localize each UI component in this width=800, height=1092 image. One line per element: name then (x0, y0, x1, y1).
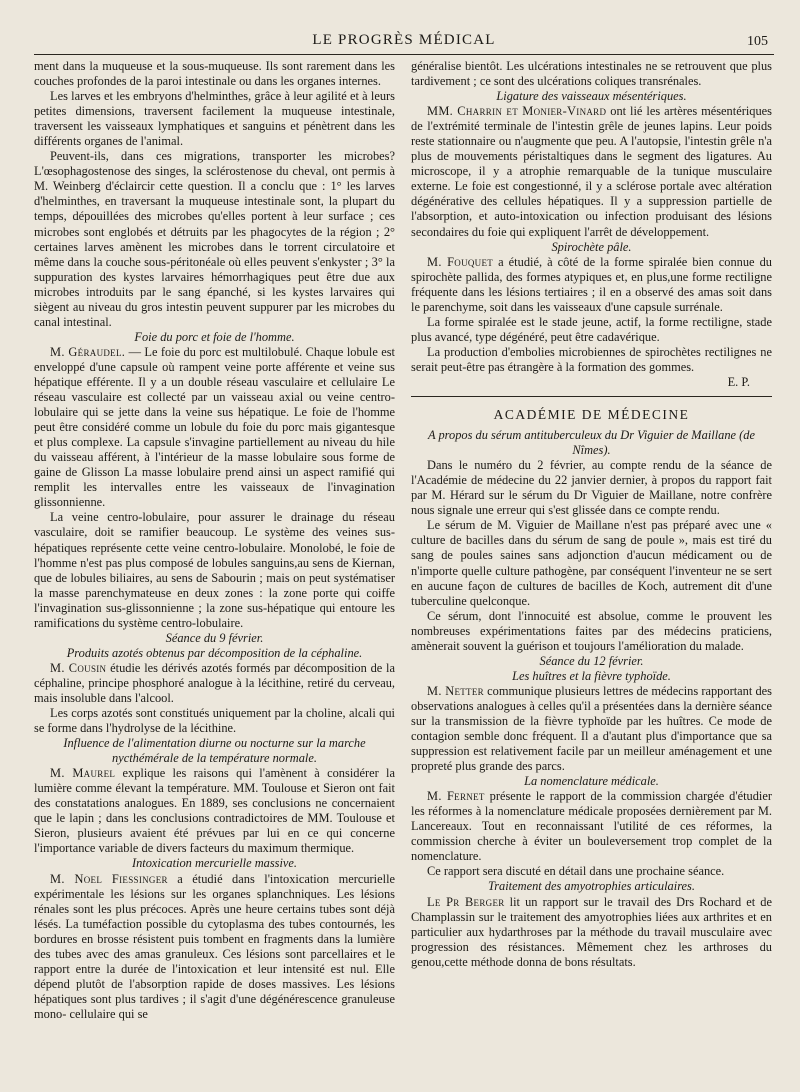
paragraph: La production d'embolies microbiennes de spirochètes rectilignes ne serait peut-être pas étrangère à la formation des gommes. (411, 344, 772, 374)
journal-title: LE PROGRÈS MÉDICAL (312, 32, 496, 48)
author-name: M. Fernet (427, 789, 485, 804)
author-name: Le Pr Berger (427, 894, 505, 909)
subsection-heading: La nomenclature médicale. (524, 774, 659, 789)
paragraph: La veine centro-lobulaire, pour assurer le drainage du réseau vasculaire, doit se ramifier beaucoup. Le système des veines sus-hépatiques représente cette veine centro-lobulaire. Monolobé, le foie de l'homme n'est pas plus composé de lobules sanguins,au sens de Kiernan, que de lobules biliaires, au sens de Sabourin ; mais on peut systématiser la masse parenchymateuse en deux zones : la zone porte qui coiffe l'invagination sus-glissonnienne ; la zone sus-hépatique qui entoure les ramifications du système centro-lobulaire. (34, 510, 395, 630)
author-name: M. Netter (427, 683, 484, 698)
subsection-heading: Spirochète pâle. (551, 239, 632, 254)
paragraph: généralise bientôt. Les ulcérations intestinales ne se retrouvent que plus tardivement ; ce sont des ulcérations coliques transrénales. (411, 59, 772, 89)
section-title: ACADÉMIE DE MÉDECINE (493, 407, 690, 423)
author-signature: E. P. (727, 374, 750, 389)
paragraph (34, 872, 395, 1022)
paragraph (411, 895, 772, 970)
paragraph: Dans le numéro du 2 février, au compte rendu de la séance de l'Académie de médecine du 22 janvier dernier, à propos du rapport fait par M. Hérard sur le sérum du Dr Viguier de Maillane, notre confrère nous signale une erreur qui s'est glissée dans ce compte rendu. (411, 458, 772, 518)
paragraph-text: explique les raisons qui l'amènent à considérer la lumière comme élevant la température. MM. Toulouse et Sieron ont fait des constatations analogues. En 1889, ses conclusions ne concernaient que le lapin ; dans les conclusions contradictoires de MM. Toulouse et Sieron, plusieurs avaient été prévues par lui en ce qui concerne l'importance variable de divers facteurs du maximum thermique. (34, 766, 395, 856)
paragraph (34, 345, 395, 511)
author-name: M. Cousin (50, 660, 107, 675)
paragraph-text: ont lié les artères mésentériques de l'extrémité terminale de l'intestin grêle de jeunes lapins. Leur poids reste stationnaire ou n'augmente que peu. A l'autopsie, l'intestin grêle n'a plus de mouvements péristaltiques dans le segment des ligatures. Au microscope, il y a atrophie remarquable de la tunique musculaire externe. Le foie est congestionné, il y a sclérose portale avec altération dégénérative des cellules hépatiques. Il y a suppression partielle de l'absorption, et auto-intoxication ou infection produisant des lésions secondaires du foie qui expliquent l'arrêt de développement. (411, 104, 772, 239)
paragraph (411, 789, 772, 864)
subsection-heading: Produits azotés obtenus par décomposition de la céphaline. (66, 645, 363, 660)
author-name: M. Géraudel. (50, 344, 126, 359)
paragraph (34, 766, 395, 856)
paragraph-text: a étudié, à côté de la forme spiralée bien connue du spirochète pallida, des formes atypiques et, en plus,une forme rectiligne fréquente dans les lésions tertiaires ; il en a observé des amas soit dans le parenchyme, soit dans les vaisseaux d'une capsule surrénale. (411, 254, 772, 314)
subsection-heading: A propos du sérum antituberculeux du Dr Viguier de Maillane (de Nîmes). (428, 428, 755, 458)
paragraph: Les corps azotés sont constitués uniquement par la choline, alcali qui se forme dans l'hydrolyse de la lécithine. (34, 706, 395, 736)
paragraph-text: lit un rapport sur le travail des Drs Rochard et de Champlassin sur le traitement des amyotrophies liées aux arthrites et en particulier aux hydarthroses par la méthode du travail musculaire avec progression des résistances. Mêmement chez les arthroses du genou,cette méthode donna de bons résultats. (411, 894, 772, 969)
paragraph (411, 255, 772, 315)
paragraph: Le sérum de M. Viguier de Maillane n'est pas préparé avec une « culture de bacilles dans du sérum de sang de poule », mais est tiré du sang de poules saines sans adjonction d'aucun médicament ou de n'importe quelle culture pathogène, par conséquent l'inventeur ne se sert en aucune façon de cultures de bacilles de Koch, autrement dit d'une tuberculine quelconque. (411, 518, 772, 608)
author-name: M. Noel Fiessinger (50, 871, 168, 886)
paragraph-text: — Le foie du porc est multilobulé. Chaque lobule est enveloppé d'une capsule où rampent veine porte afférente et veine sus hépatique efférente. Il y a un double réseau vasculaire et cellulaire Le réseau vasculaire est collecté par un vaisseau axial ou veine centro-lobulaire qui se jette dans la veine sus hépatique. Le foie de l'homme peut être considéré comme un lobule du foie du porc mais gigantesque et plus complexe. La capsule s'invagine partiellement au niveau du hile du vaisseau afférent, à l'intérieur de la masse lobulaire sous forme de gaine de Glisson La masse lobulaire prend ainsi un aspect ramifié qui remplit les intervalles entre les vaisseaux de l'invagination glissonnienne. (34, 344, 395, 510)
paragraph: Peuvent-ils, dans ces migrations, transporter les microbes? L'œsophagostenose des singes, la sclérostenose du cheval, ont permis à M. Weinberg d'éclaircir cette question. Il a conclu que : 1° les larves d'helminthes, en traversant la muqueuse intestinale sont, la plupart du temps, dépouillées des microbes qu'elles portent à leur surface ; ces microbes sont englobés et détruits par les phagocytes de la région ; 2° certaines larves amènent les microbes dans le torrent circulatoire et même dans la couche sous-péritonéale où elles peuvent s'enkyster ; 3° la suppuration des kystes larvaires hémorrhagiques peut être due aux microbes introduits par le sang épanché, si les kystes larvaires qui siègent au niveau du gros intestin peuvent suppurer par les microbes du canal intestinal. (34, 149, 395, 329)
subsection-heading: Foie du porc et foie de l'homme. (134, 329, 295, 344)
paragraph: Ce sérum, dont l'innocuité est absolue, comme le prouvent les nombreuses expérimentations faites par des médecins praticiens, amènerait souvent la guérison et toujours l'amélioration du malade. (411, 608, 772, 653)
paragraph: ment dans la muqueuse et la sous-muqueuse. Ils sont rarement dans les couches profondes de la paroi intestinale ou dans les organes internes. (34, 59, 395, 89)
section-divider (411, 396, 772, 397)
paragraph-text: présente le rapport de la commission chargée d'étudier les réformes à la nomenclature médicale proposées dernièrement par M. Lancereaux. Tout en reconnaissant l'utilité de ces réformes, la commission cherche à éviter un bouleversement trop complet de la nomenclature. (411, 789, 772, 864)
page-number: 105 (747, 34, 768, 49)
two-column-body (34, 59, 774, 1022)
subsection-heading: Traitement des amyotrophies articulaires. (488, 879, 695, 894)
subsection-heading: Influence de l'alimentation diurne ou nocturne sur la marche nycthémérale de la température normale. (63, 736, 366, 766)
paragraph-text: étudie les dérivés azotés formés par décomposition de la céphaline, principe phosphoré analogue à la lécithine, retiré du cerveau, mais insoluble dans l'alcool. (34, 660, 396, 705)
paragraph-text: communique plusieurs lettres de médecins rapportant des observations analogues à celles qu'il a présentées dans la dernière séance sur la transmission de la fièvre typhoïde par les huîtres. Ce mode de contagion semble donc fréquent. Il a d'autant plus d'importance que sa suppression est relativement facile par un meilleur aménagement et une propreté plus grande des parcs. (411, 683, 772, 774)
page-header (34, 30, 774, 55)
author-name: M. Maurel (50, 766, 116, 781)
left-column (34, 59, 395, 1022)
subsection-heading: Séance du 12 février. (539, 653, 644, 668)
author-name: MM. Charrin et Monier-Vinard (427, 104, 607, 119)
paragraph (411, 684, 772, 774)
right-column (411, 59, 772, 1022)
paragraph (34, 661, 395, 706)
paragraph: Ce rapport sera discuté en détail dans une prochaine séance. (427, 864, 725, 879)
paragraph (411, 104, 772, 239)
paragraph: Les larves et les embryons d'helminthes, grâce à leur agilité et à leurs petites dimensions, traversent facilement la muqueuse intestinale, traversent les vaisseaux lymphatiques et sanguins et pénètrent dans les différents organes de l'animal. (34, 89, 395, 149)
subsection-heading: Intoxication mercurielle massive. (131, 856, 298, 871)
paragraph: La forme spiralée est le stade jeune, actif, la forme rectiligne, stade plus avancé, type dégénéré, peut être cadavérique. (411, 314, 772, 344)
author-name: M. Fouquet (427, 254, 494, 269)
subsection-heading: Ligature des vaisseaux mésentériques. (496, 89, 687, 104)
subsection-heading: Séance du 9 février. (165, 630, 264, 645)
subsection-heading: Les huîtres et la fièvre typhoïde. (512, 668, 671, 683)
paragraph-text: a étudié dans l'intoxication mercurielle expérimentale les lésions sur les organes splanchniques. Les lésions rénales sont les plus précoces. Après une heure certains tubes sont déjà lésés. La tuméfaction possible du cytoplasma des tubes contournés, les bordures en brosse résistent puis tombent en fragments dans la lumière des tubes avec des amas granuleux. Ces lésions sont parcellaires et le rapport entre la durée de l'intoxication et leur intensité est nul. Elle dépend plutôt de l'absorption rapide de doses massives. Les lésions hépatiques sont plus tardives ; il s'agit d'une dégénérescence granuleuse mono- cellulaire qui se (34, 871, 396, 1021)
